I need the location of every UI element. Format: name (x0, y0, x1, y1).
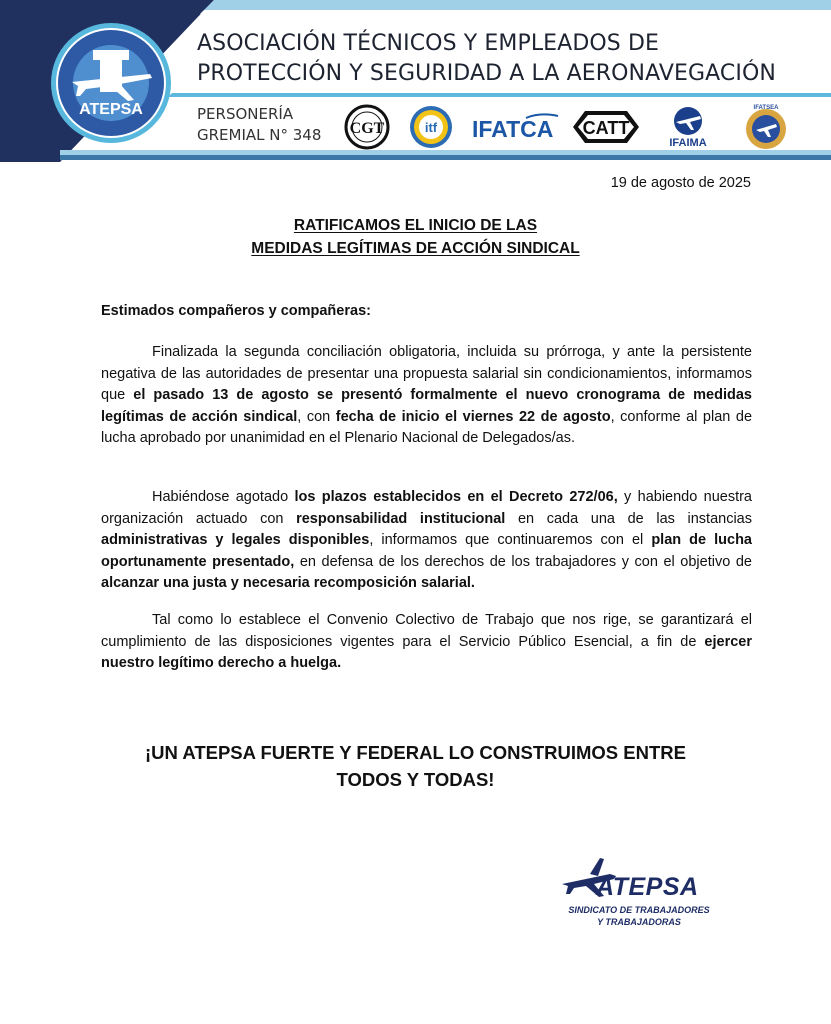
slogan (0, 739, 831, 793)
seal-text: ATEPSA (79, 101, 143, 118)
cgt-logo-icon (344, 104, 390, 150)
paragraph-1 (101, 342, 752, 450)
itf-logo-icon (408, 104, 454, 150)
personeria-line2: GREMIAL N° 348 (197, 126, 322, 144)
p2-text-5: en defensa de los derechos de los trabajadores y con el objetivo de (294, 553, 752, 570)
ifaima-text: IFAIMA (669, 137, 707, 149)
p2-bold-1: los plazos establecidos en el Decreto 272/06, (294, 489, 618, 505)
footer-sub-line2: Y TRABAJADORAS (597, 917, 681, 927)
title-line1: RATIFICAMOS EL INICIO DE LAS (293, 217, 538, 234)
p1-bold-1: el pasado 13 de agosto se presentó formalmente el nuevo cronograma de medidas legítimas de acción sindical (101, 387, 752, 425)
p2-bold-3: administrativas y legales disponibles (101, 532, 370, 548)
p2-text-1: Habiéndose agotado (152, 489, 295, 505)
paragraph-3 (101, 610, 752, 675)
p1-text-3: , conforme al plan de lucha aprobado por unanimidad en el Plenario Nacional de Delegados/as. (101, 408, 753, 446)
footer-subtitle (564, 904, 714, 928)
p1-text-1: Finalizada la segunda conciliación obligatoria, incluida su prórroga, y ante la persistente negativa de las autoridades de presentar una propuesta salarial sin condicionamientos, informamos que (101, 344, 752, 403)
catt-logo-icon (571, 108, 641, 146)
greeting: Estimados compañeros y compañeras: (101, 303, 371, 319)
p2-text-4: , informamos que continuaremos con el (369, 532, 652, 548)
p3-text-1: Tal como lo establece el Convenio Colectivo de Trabajo que nos rige, se garantizará el cumplimiento de las disposiciones vigentes para el Servicio Público Esencial, a fin de (101, 612, 752, 650)
org-name-line1: ASOCIACIÓN TÉCNICOS Y EMPLEADOS DE (197, 31, 659, 56)
p2-bold-2: responsabilidad institucional (296, 510, 506, 527)
p1-bold-2: fecha de inicio el viernes 22 de agosto (335, 408, 611, 425)
footer-sub-line1: SINDICATO DE TRABAJADORES (568, 905, 710, 915)
cgt-text: CGT (349, 120, 385, 137)
atepsa-seal-icon (50, 22, 172, 144)
paragraph-2 (101, 487, 752, 595)
organization-name (197, 29, 817, 89)
p2-bold-5: alcanzar una justa y necesaria recomposición salarial. (101, 575, 475, 591)
org-name-line2: PROTECCIÓN Y SEGURIDAD A LA AERONAVEGACIÓN (197, 61, 776, 86)
ifaima-logo-icon (658, 104, 718, 150)
p1-text-2: , con (297, 408, 336, 425)
footer-logo (556, 852, 716, 932)
document-title (0, 214, 831, 260)
p2-text-2: y habiendo nuestra organización actuado con (101, 489, 752, 527)
ifatca-text: IFATCA (472, 116, 554, 142)
p3-bold-1: ejercer nuestro legítimo derecho a huelga. (101, 633, 752, 671)
itf-text: itf (424, 120, 438, 135)
slogan-line1: ¡UN ATEPSA FUERTE Y FEDERAL LO CONSTRUIMOS ENTRE (145, 742, 686, 763)
p2-text-3: en cada una de las instancias (505, 510, 752, 527)
letterhead (0, 0, 831, 162)
personeria-gremial (197, 104, 321, 146)
ifatsea-text: IFATSEA (753, 105, 779, 111)
personeria-line1: PERSONERÍA (197, 105, 294, 123)
title-line2: MEDIDAS LEGÍTIMAS DE ACCIÓN SINDICAL (251, 240, 580, 257)
p2-bold-4: plan de lucha oportunamente presentado, (101, 532, 752, 570)
ifatca-logo-icon (470, 112, 562, 144)
document-date: 19 de agosto de 2025 (610, 175, 751, 191)
footer-brand: ATEPSA (596, 873, 699, 901)
slogan-line2: TODOS Y TODAS! (336, 769, 495, 790)
catt-text: CATT (582, 118, 630, 138)
ifatsea-logo-icon (740, 102, 792, 152)
